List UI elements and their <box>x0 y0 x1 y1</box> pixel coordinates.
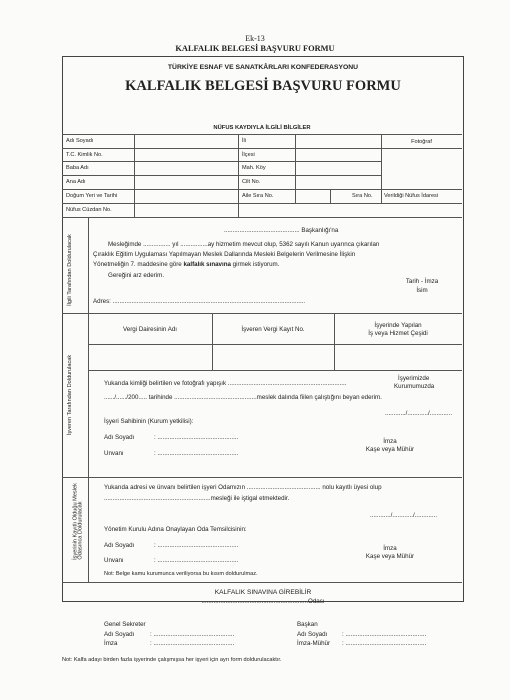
exam-chamber-line: ..............................................................Odası <box>201 598 325 605</box>
mother-label: Ana Adı <box>66 179 86 185</box>
president-name-label: Adı Soyadı <box>297 631 328 638</box>
sequence-no-label: Sıra No. <box>352 193 373 199</box>
chamber-date-dots: ............/............/............. <box>370 512 438 519</box>
applicant-para-1: Mesleğimde ................ yıl ................ay hizmetim mevcut olup, 5362 sayılı Kanun uyarınca çıkarılan <box>108 241 380 248</box>
chamber-name-label: Adı Soyadı <box>104 542 135 549</box>
form-title: KALFALIK BELGESİ BAŞVURU FORMU <box>125 78 401 94</box>
volume-label: Cilt No. <box>242 179 261 185</box>
secretary-title: Genel Sekreter <box>104 621 146 628</box>
chamber-line-1: Yukarıda adresi ve ünvanı belirtilen işyeri Odamızın ........................................... nolu kayıtlı üyesi olup <box>104 484 382 491</box>
request-line: Gereğini arz ederim. <box>108 272 165 279</box>
district-label: İlçesi <box>242 152 255 158</box>
secretary-name-dots: : ............................................... <box>150 631 235 638</box>
photo-label: Fotoğraf <box>411 139 432 145</box>
employer-line-1: Yukarıda kimliği belirtilen ve fotoğrafı yapışık ..................................................................... <box>104 380 347 387</box>
employer-name-dots: : ............................................... <box>154 434 239 441</box>
chamber-name-dots: : ............................................... <box>154 542 239 549</box>
employer-side-label: İşveren Tarafından Doldurulacak <box>67 354 73 436</box>
president-name-dots: : ............................................... <box>342 631 427 638</box>
work-since-label: Kurumumuzda <box>394 383 435 390</box>
father-label: Baba Adı <box>66 165 89 171</box>
secretary-sign-label: İmza <box>104 640 118 647</box>
birth-label: Doğum Yeri ve Tarihi <box>66 193 118 199</box>
chamber-note: Not: Belge kamu kurumunca veriliyorsa bu kısım doldurulmaz. <box>104 571 258 577</box>
issued-by-label: Verildiği Nüfus İdaresi <box>384 193 439 199</box>
president-sign-label: İmza-Mühür <box>297 640 331 647</box>
applicant-para-3: Yönetmeliğin 7. maddesine göre kalfalık sınavına girmek istiyorum. <box>93 261 280 268</box>
chamber-side-label-2: Odasınca Doldurulacak <box>77 501 84 560</box>
top-title: KALFALIK BELGESİ BAŞVURU FORMU <box>175 44 335 53</box>
president-sign-dots: : ............................................... <box>342 640 427 647</box>
annex-label: Ek-13 <box>245 34 265 43</box>
secretary-sign-dots: : ............................................... <box>150 640 235 647</box>
name-sign-label: İsim <box>416 287 428 294</box>
applicant-para-2: Çıraklık Eğitim Uygulaması Yapılmayan Meslek Dallarında Mesleki Belgelerin Verilmesine İlişkin <box>93 251 356 258</box>
tax-no-header: İşveren Vergi Kayıt No. <box>241 326 305 333</box>
date-sign-label: Tarih - İmza <box>405 278 439 285</box>
job-header-1: İşyerinde Yapılan <box>374 322 422 329</box>
id-card-label: Nüfus Cüzdan No. <box>66 207 112 213</box>
employer-title-dots: : ............................................... <box>154 450 239 457</box>
province-label: İli <box>242 138 247 144</box>
chamber-line-2: ..............................................................mesleği ile iştigal etmektedir. <box>104 495 290 502</box>
family-no-label: Aile Sıra No. <box>242 193 274 199</box>
approver-label: Yönetim Kurulu Adına Onaylayan Oda Temsilcisinin: <box>104 526 247 533</box>
employer-stamp-label: Kaşe veya Mühür <box>365 446 415 453</box>
chamber-sign-label: İmza <box>383 545 397 552</box>
chamber-title-dots: : ............................................... <box>154 557 239 564</box>
job-header-2: İş veya Hizmet Çeşidi <box>368 330 428 337</box>
tc-label: T.C. Kimlik No. <box>66 152 103 158</box>
employer-title-label: Unvanı <box>104 450 124 457</box>
chamber-side-label-1: İşyerinin Kayıtlı Olduğu Meslek <box>72 483 79 560</box>
owner-label: İşyeri Sahibinin (Kurum yetkilisi): <box>104 418 194 425</box>
footer-note: Not: Kalfa adayı birden fazla işyerinde çalışmışsa her işyeri için ayrı form doldurulacaktır. <box>62 657 282 663</box>
chamber-stamp-label: Kaşe veya Mühür <box>365 553 415 560</box>
employer-date-dots: ............/............/............. <box>385 410 453 417</box>
address-line: Adres: ................................................................................................................ <box>93 298 306 305</box>
applicant-side-label: İlgili Tarafından Doldurulacak <box>67 234 73 306</box>
exam-title: KALFALIK SINAVINA GİREBİLİR <box>214 589 312 596</box>
employer-line-2: ....../....../200..... tarihinde ................................................meslek dalında fiilen çalıştığını beyan ederim. <box>104 394 382 401</box>
presidency-line: ............................................ Başkanlığı'na <box>224 227 339 234</box>
president-title: Başkan <box>297 621 318 628</box>
tax-office-header: Vergi Dairesinin Adı <box>123 326 177 333</box>
employer-sign-label: İmza <box>383 438 397 445</box>
workplace-label: İşyerimizde <box>398 375 430 382</box>
village-label: Mah. Köy <box>242 165 266 171</box>
name-label: Adı Soyadı <box>66 138 94 144</box>
secretary-name-label: Adı Soyadı <box>104 631 135 638</box>
identity-heading: NÜFUS KAYDIYLA İLGİLİ BİLGİLER <box>213 125 311 131</box>
employer-name-label: Adı Soyadı <box>104 434 135 441</box>
confederation-name: TÜRKİYE ESNAF VE SANATKÂRLARI KONFEDERASYONU <box>167 64 359 71</box>
chamber-title-label: Unvanı <box>104 557 124 564</box>
